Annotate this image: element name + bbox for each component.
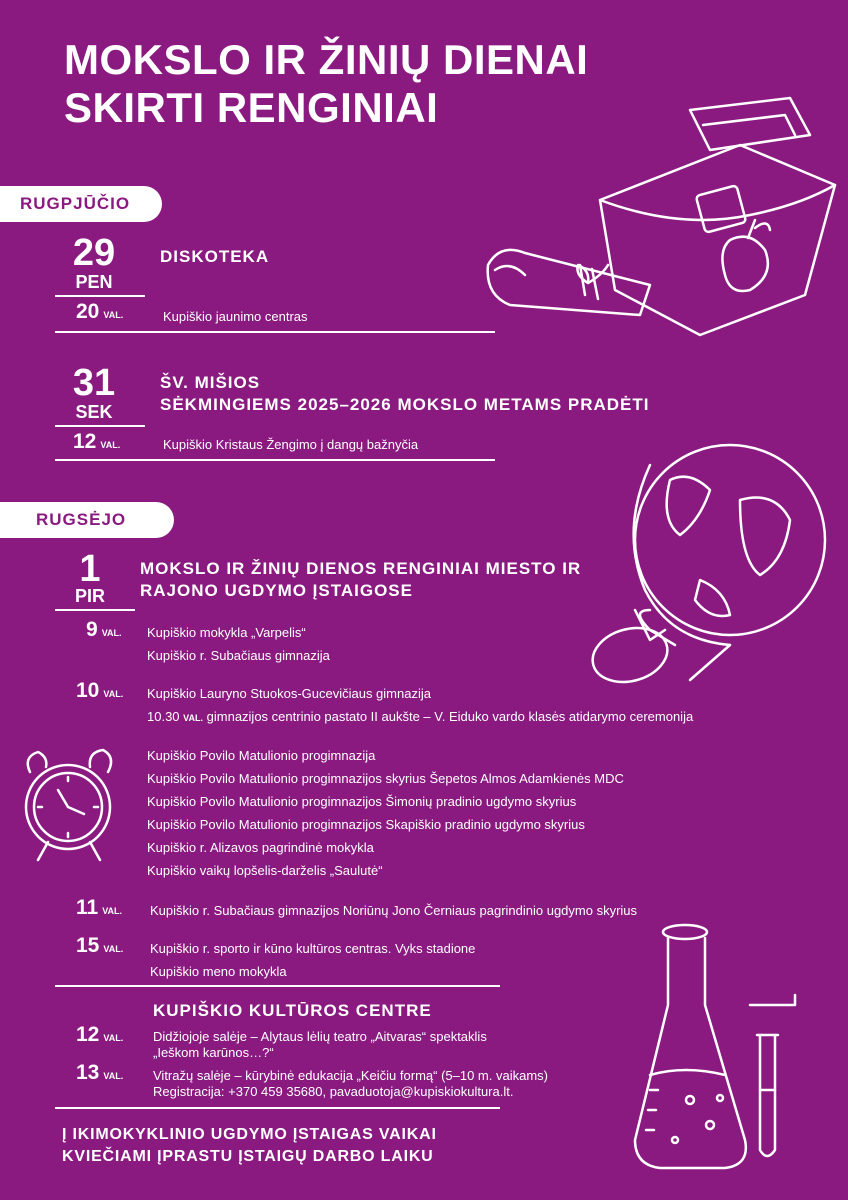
event-day-number: 1 (79, 548, 101, 590)
slot-hour-unit: VAL. (103, 944, 124, 954)
event-hour-unit: VAL. (100, 440, 121, 450)
culture-line: „Ieškom karūnos…?“ (153, 1045, 274, 1060)
event-title-line-1: MOKSLO IR ŽINIŲ DIENOS RENGINIAI MIESTO IR (140, 559, 582, 578)
event-place: Kupiškio jaunimo centras (163, 309, 308, 324)
slot-hour: 9 (86, 618, 98, 641)
slot-hour: 12 (76, 1023, 100, 1046)
event-place: Kupiškio Kristaus Žengimo į dangų bažnyčia (163, 437, 419, 452)
institution-line: Kupiškio Lauryno Stuokos-Gucevičiaus gimnazija (147, 686, 431, 701)
slot-time (76, 1023, 123, 1047)
event-title-line-2: RAJONO UGDYMO ĮSTAIGOSE (140, 581, 413, 600)
event-time (73, 430, 120, 454)
globe-icon (590, 440, 840, 700)
institution-line: Kupiškio r. Subačiaus gimnazija (147, 648, 330, 663)
slot-time (86, 618, 122, 642)
slot-time (76, 1061, 123, 1085)
page-title (64, 36, 588, 132)
divider (55, 985, 500, 987)
culture-line: Vitražų salėje – kūrybinė edukacija „Keičiu formą“ (5–10 m. vaikams) (153, 1068, 548, 1083)
divider (55, 609, 135, 611)
institution-line: Kupiškio vaikų lopšelis-darželis „Saulutė“ (147, 863, 383, 878)
sub-event-hour-unit: VAL. (183, 713, 204, 723)
slot-hour-unit: VAL. (103, 1071, 124, 1081)
divider (55, 331, 495, 333)
event-time (76, 300, 123, 324)
slot-hour-unit: VAL. (101, 628, 122, 638)
event-title-line-2: SĖKMINGIEMS 2025–2026 MOKSLO METAMS PRADĖTI (160, 395, 650, 414)
institution-line: Kupiškio Povilo Matulionio progimnazijos skyrius Šepetos Almos Adamkienės MDC (147, 771, 624, 786)
slot-hour-unit: VAL. (102, 906, 123, 916)
slot-hour: 11 (76, 896, 99, 919)
event-day-number: 29 (72, 232, 116, 274)
slot-time (76, 679, 123, 703)
divider (55, 295, 145, 297)
event-day-number: 31 (72, 362, 116, 404)
slot-hour-unit: VAL. (103, 1033, 124, 1043)
slot-hour: 10 (76, 679, 100, 702)
footer-line-1: Į IKIMOKYKLINIO UGDYMO ĮSTAIGAS VAIKAI (62, 1126, 437, 1143)
event-hour-unit: VAL. (103, 310, 124, 320)
event-weekday: SEK (75, 402, 113, 422)
diploma-scroll-icon (480, 235, 660, 325)
month-badge-august: RUGPJŪČIO (0, 186, 162, 222)
event-title (140, 558, 581, 602)
month-badge-september: RUGSĖJO (0, 502, 174, 538)
slot-hour: 15 (76, 934, 100, 957)
institution-line: Kupiškio Povilo Matulionio progimnazijos Skapiškio pradinio ugdymo skyrius (147, 817, 585, 832)
institution-line: Kupiškio mokykla „Varpelis“ (147, 625, 306, 640)
event-title (160, 372, 650, 416)
footer-line-2: KVIEČIAMI ĮPRASTU ĮSTAIGŲ DARBO LAIKU (62, 1148, 434, 1165)
culture-line: Didžiojoje salėje – Alytaus lėlių teatro „Aitvaras“ spektaklis (153, 1029, 487, 1044)
culture-line: Registracija: +370 459 35680, pavaduotoja@kupiskiokultura.lt. (153, 1084, 514, 1099)
event-title: DISKOTEKA (160, 247, 270, 266)
institution-line: Kupiškio r. Subačiaus gimnazijos Noriūnų Jono Černiaus pagrindinio ugdymo skyrius (150, 903, 638, 918)
sub-event-line (147, 709, 693, 724)
sub-event-text: gimnazijos centrinio pastato II aukšte – V. Eiduko vardo klasės atidarymo ceremonija (206, 709, 694, 724)
institution-line: Kupiškio r. sporto ir kūno kultūros centras. Vyks stadione (150, 941, 476, 956)
slot-hour: 13 (76, 1061, 100, 1084)
event-weekday: PEN (75, 272, 113, 292)
title-line-2: SKIRTI RENGINIAI (64, 84, 439, 131)
footer-note (62, 1124, 437, 1168)
institution-line: Kupiškio r. Alizavos pagrindinė mokykla (147, 840, 374, 855)
event-hour: 20 (76, 300, 100, 323)
event-hour: 12 (73, 430, 97, 453)
slot-time (76, 896, 122, 920)
culture-centre-title: KUPIŠKIO KULTŪROS CENTRE (153, 1001, 432, 1020)
alarm-clock-icon (18, 742, 118, 867)
test-tube-icon (745, 990, 805, 1170)
sub-event-hour: 10.30 (147, 709, 180, 724)
title-line-1: MOKSLO IR ŽINIŲ DIENAI (64, 36, 589, 83)
institution-line: Kupiškio Povilo Matulionio progimnazijos Šimonių pradinio ugdymo skyrius (147, 794, 577, 809)
divider (55, 459, 495, 461)
flask-icon (630, 920, 755, 1180)
institution-line: Kupiškio Povilo Matulionio progimnazija (147, 748, 376, 763)
event-weekday: PIR (74, 586, 105, 606)
divider (55, 1107, 500, 1109)
slot-hour-unit: VAL. (103, 689, 124, 699)
event-title-line-1: ŠV. MIŠIOS (160, 373, 261, 392)
divider (55, 425, 145, 427)
slot-time (76, 934, 123, 958)
institution-line: Kupiškio meno mokykla (150, 964, 287, 979)
